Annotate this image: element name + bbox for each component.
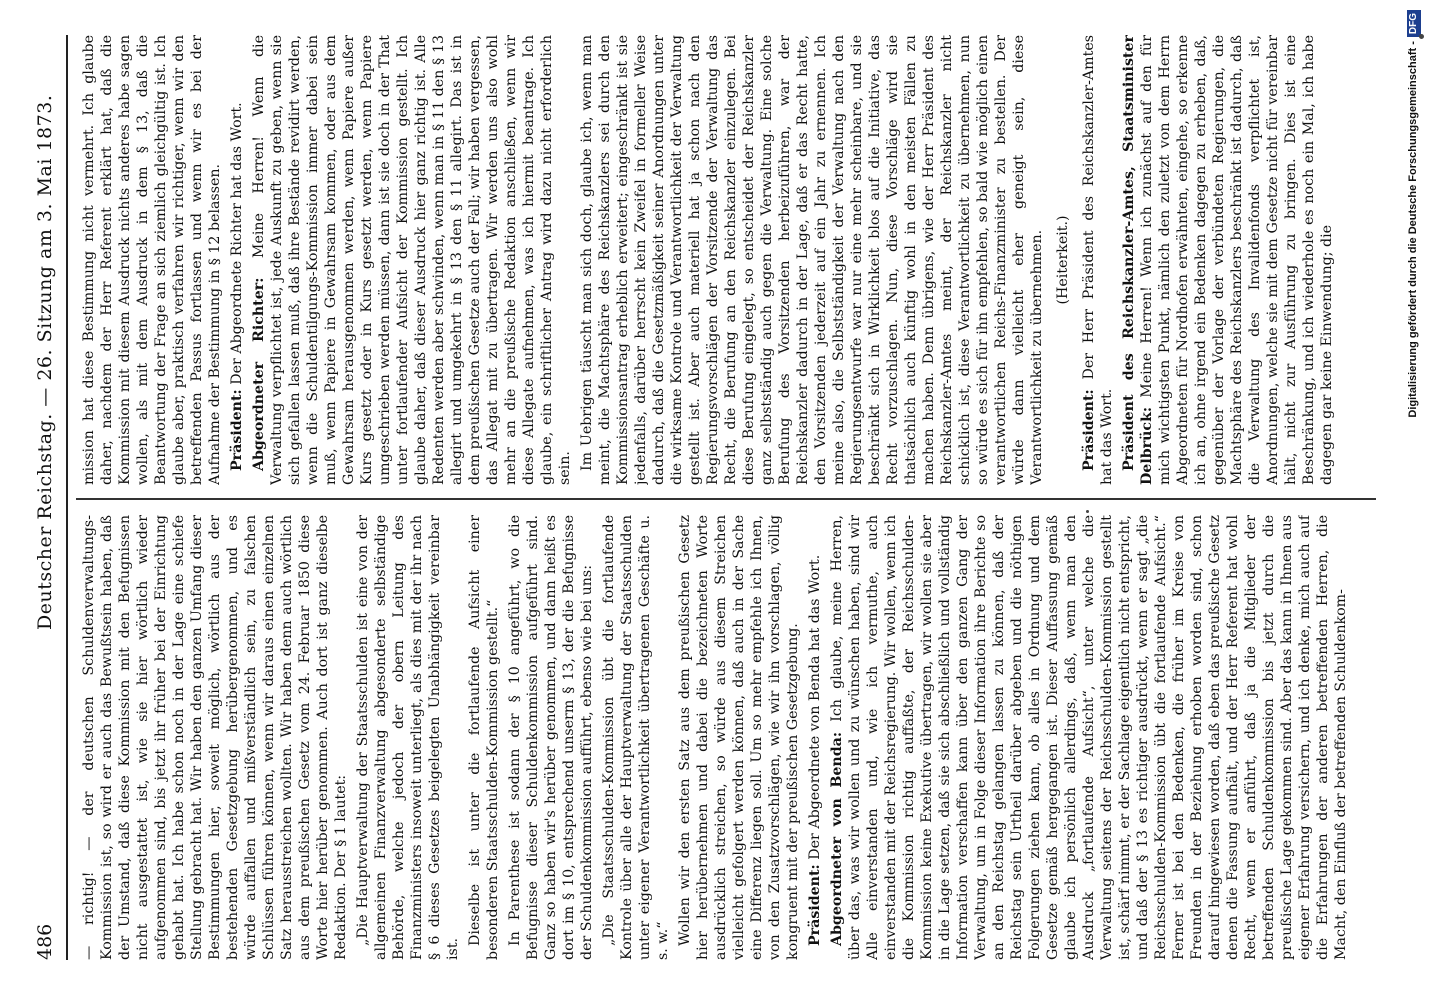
speech-paragraph <box>1120 35 1336 485</box>
speech-paragraph <box>806 515 824 960</box>
paragraph: — richtig! — der deutschen Schuldenverwaltungs-Kommission ist, so wird er auch das Bewußtsein haben, daß der Umstand, daß diese Kommission mit den Befugnissen nicht ausgestattet ist, wie sie hier wörtlich wieder aufgenommen sind, bis jetzt ihr früher bei der Einrichtung gehabt hat. Ich habe schon noch in der Lage eine schiefe Stellung gebracht hat. Wir haben den ganzen Umfang dieser Bestimmungen hier, soweit möglich, wörtlich aus der bestehenden Gesetzgebung herübergenommen, und es würde auffallen und mißverständlich sein, zu falschen Schlüssen führen können, wenn wir daraus einen einzelnen Satz herausstreichen wollten. Wir haben denn auch wörtlich aus dem preußischen Gesetz vom 24. Februar 1850 diese Worte hier herüber genommen. Auch dort ist ganz dieselbe Redaktion. Der § 1 lautet: <box>81 515 349 960</box>
running-title: Deutscher Reichstag. — 26. Sitzung am 3. Mai 1873. <box>34 94 56 630</box>
quote: „Die Hauptverwaltung der Staatsschulden ist eine von der allgemeinen Finanzverwaltung abgesonderte selbständige Behörde, welche jedoch der obern Leitung des Finanzministers insoweit unterliegt, als dies mit der ihr nach § 6 dieses Gesetzes beigelegten Unabhängigkeit vereinbar ist. <box>355 515 461 960</box>
speech-text: Meine Herren! Wenn ich zunächst auf den für mich wichtigsten Punkt, nämlich den zuletzt von dem Herrn Abgeordneten für Nordhofen erwähnten, eingehe, so erkenne ich an, ohne irgend ein Bedenken dagegen zu erheben, daß, gegenüber der Vorlage der verbündeten Regierungen, die Machtsphäre des Reichskanzlers beschränkt ist dadurch, daß die Verwaltung des Invalidenfonds verpflichtet ist, Anordnungen, welche sie mit dem Gesetze nicht für vereinbar hält, nicht zur Ausführung zu bringen. Dies ist eine Beschränkung, und ich wiederhole es noch ein Mal, ich habe dagegen gar keine Einwendung; die <box>1139 35 1335 485</box>
speaker-label: Abgeordneter Richter: <box>251 277 267 471</box>
dfg-logo: DFG <box>1407 10 1421 37</box>
right-column <box>80 35 1380 485</box>
scan-speck <box>1086 510 1089 513</box>
scan-speck <box>1419 34 1424 39</box>
speech-text: Der Abgeordnete Richter hat das Wort. <box>229 102 245 385</box>
speech-paragraph <box>250 35 574 485</box>
speech-paragraph <box>1080 35 1116 485</box>
speaker-label: Präsident: <box>807 864 823 946</box>
interjection: (Heiterkeit.) <box>1055 215 1071 305</box>
paragraph: Im Uebrigen täuscht man sich doch, glaube ich, wenn man meint, die Machtsphäre des Reichskanzlers sei durch den Kommissionsantrag erheblich erweitert; eingeschränkt ist sie jedenfalls, darüber herrscht kein Zweifel in formeller Weise dadurch, daß die Gesetzmäßigkeit seiner Anordnungen unter die wirksame Kontrole und Verantwortlichkeit der Verwaltung gestellt ist. Aber auch materiell hat ja schon nach den Regierungsvorschlägen der Vorsitzende der Verwaltung das Recht, die Berufung an den Reichskanzler einzulegen. Bei diese Berufung eingelegt, so entscheidet der Reichskanzler ganz selbstständig auch gegen die Verwaltung. Eine solche Berufung des Vorsitzenden herbeizuführen, war der Reichskanzler dadurch in der Lage, daß er das Recht hatte, den Vorsitzenden jederzeit auf ein Jahr zu ernennen. Ich meine also, die Selbstständigkeit der Verwaltung nach den Regierungsentwurfe war nur eine mehr scheinbare, und sie beschränkt sich in Wirklichkeit blos auf die Initiative, das Recht vorzuschlagen. Nun, diese Vorschläge wird sie thatsächlich auch künftig wohl in den meisten Fällen zu machen haben. Denn übrigens, wie der Herr Präsident des Reichskanzler-Amtes meint, der Reichskanzler nicht schicklich ist, diese Verantwortlichkeit zu übernehmen, nun so würde es sich für ihn empfehlen, so bald wie möglich einen verantwortlichen Reichs-Finanzminister zu bestellen. Der würde dann vielleicht eher geneigt sein, diese Verantwortlichkeit zu übernehmen. <box>579 35 1045 485</box>
paragraph: In Parenthese ist sodann der § 10 angeführt, wo die Befugnisse dieser Schuldenkommission aufgeführt sind. Ganz so haben wir's herüber genommen, und dann heißt es dort im § 10, entsprechend unserm § 13, der die Befugnisse der Schuldenkommission aufführt, ebenso wie bei uns: <box>507 515 595 960</box>
speech-paragraph <box>828 515 1350 960</box>
quote: „Die Staatsschulden-Kommission übt die fortlaufende Kontrole über alle der Hauptverwaltung der Staatsschulden unter eigener Verantwortlichkeit übertragenen Geschäfte u. s. w.“ <box>601 515 671 960</box>
header-rule <box>66 35 68 960</box>
funding-notice: Digitalisierung gefördert durch die Deutsche Forschungsgemeinschaft - <box>1407 41 1419 418</box>
speaker-label: Präsident: <box>229 389 245 471</box>
speech-text: Der Herr Präsident des Reichskanzler-Amtes hat das Wort. <box>1081 35 1115 485</box>
page-header <box>28 35 68 960</box>
left-column <box>80 515 1380 960</box>
paragraph: mission hat diese Bestimmung nicht vermehrt. Ich glaube daher, nachdem der Herr Referent erklärt hat, daß die Kommission mit diesem Ausdruck nichts anderes habe sagen wollen, als mit dem Ausdruck in dem § 13, daß die Beantwortung der Frage an sich ziemlich gleichgültig ist. Ich glaube aber, praktisch verfahren wir richtiger, wenn wir den betreffenden Passus fortlassen und wenn wir es bei der Aufnahme der Bestimmung in § 12 belassen. <box>81 35 223 485</box>
paragraph: Wollen wir den ersten Satz aus dem preußischen Gesetz hier herübernehmen und dabei die bezeichneten Worte ausdrücklich streichen, so würde aus diesem Streichen vielleicht gefolgert werden können, daß auch in der Sache eine Differenz liegen soll. Um so mehr empfehle ich Ihnen, von den Zusatzvorschlägen, wie wir ihn vorschlagen, völlig kongruent mit der preußischen Gesetzgebung. <box>677 515 801 960</box>
page-number: 486 <box>34 923 56 960</box>
speech-text: Der Abgeordnete von Benda hat das Wort. <box>807 554 823 860</box>
speech-text: Ich glaube, meine Herren, über das, was wir wollen und zu wünschen haben, sind wir Alle einverstanden und, wie ich vermuthe, auch einverstanden mit der Reichsregierung. Wir wollen, wenn ich die Kommission richtig auffaßte, der Reichsschulden-Kommission keine Exekutive übertragen, wir wollen sie aber in die Lage setzen, daß sie sich abschließlich und vollständig Information verschaffen kann über den ganzen Gang der Verwaltung, um in Folge dieser Information ihre Berichte so an den Reichstag gelangen lassen zu können, daß der Reichstag sein Urtheil darüber abgeben und die nöthigen Folgerungen ziehen kann, ob alles in Ordnung und dem Gesetze gemäß hergegangen ist. Dieser Auffassung gemäß glaube ich persönlich allerdings, daß, wenn man den Ausdruck „fortlaufende Aufsicht“, unter welche die Verwaltung seitens der Reichsschulden-Kommission gestellt ist, schärf nimmt, er der Sachlage eigentlich nicht entspricht, und daß der § 13 es richtiger ausdrückt, wenn er sagt „die Reichsschulden-Kommission übt die fortlaufende Aufsicht.“ Ferner ist bei den Bedenken, die früher im Kreise von Freunden in der Beziehung erhoben worden sind, schon darauf hingewiesen worden, daß eben das preußische Gesetz denen die Fassung aufhält, und der Herr Referent hat wohl Recht, wenn er anführt, daß ja die Mitglieder der betreffenden Schuldenkommission bis jetzt durch die preußische Lage gekommen sind. Aber das kann in Ihnen aus eigener Erfahrung versichern, und ich denke, mich auch auf die Erfahrungen der anderen betreffenden Herren, die Macht, den Einfluß der betreffenden Schuldenkom- <box>829 515 1349 960</box>
quote: Dieselbe ist unter die fortlaufende Aufsicht einer besonderen Staatsschulden-Kommission gestellt.“ <box>467 515 501 960</box>
digitization-footer <box>1402 10 1424 990</box>
speaker-label: Abgeordneter von Benda: <box>829 731 845 946</box>
footer-text <box>1402 10 1424 990</box>
speech-paragraph <box>228 35 246 485</box>
speaker-label: Präsident: <box>1081 389 1097 471</box>
speech-text: Meine Herren! Wenn die Verwaltung verpflichtet ist, jede Auskunft zu geben, wenn sie sich gefallen lassen muß, daß ihre Bestände revidirt werden, wenn die Schuldentilgungs-Kommission immer dabei sein muß, wenn Papiere in Gewahrsam kommen, oder aus dem Gewahrsam herausgenommen werden, wenn Papiere außer Kurs gesetzt oder in Kurs gesetzt werden, wenn Papiere umgeschrieben werden müssen, dann ist sie doch in der That unter fortlaufender Aufsicht der Kommission gestellt. Ich glaube daher, daß dieser Ausdruck hier ganz richtig ist. Alle Redenten werden aber schwinden, wenn man in § 11 den § 13 allegirt und umgekehrt in § 13 den § 11 allegirt. Das ist in dem preußischen Gesetze auch der Fall; wir haben vergessen, das Allegat mit zu übertragen. Wir werden uns also wohl mehr an die preußische Redaktion anschließen, wenn wir diese Allegate aufnehmen, was ich hiermit beantrage. Ich glaube, ein schriftlicher Antrag wird dazu nicht erforderlich sein. <box>251 35 573 485</box>
column-divider <box>76 498 1376 500</box>
speaker-label: Präsident des Reichskanzler-Amtes, Staatsminister Delbrück: <box>1121 35 1155 485</box>
